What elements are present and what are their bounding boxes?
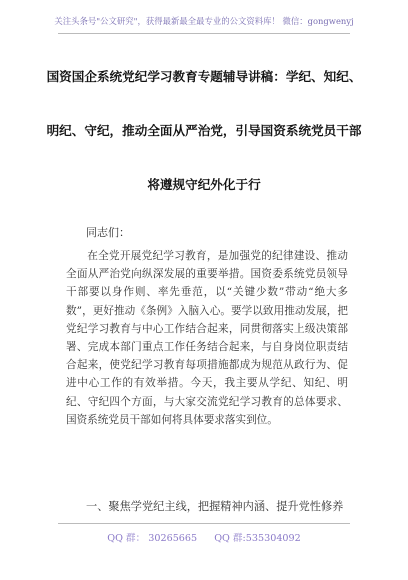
footer-divider — [58, 523, 350, 524]
footer-qq-group-1: QQ 群： 30265665 — [107, 533, 198, 544]
document-title-line-3: 将遵规守纪外化于行 — [147, 177, 261, 192]
salutation: 同志们： — [86, 226, 130, 239]
document-title-line-1: 国资国企系统党纪学习教育专题辅导讲稿：学纪、知纪、 — [46, 69, 362, 84]
section-heading: 一、聚焦学党纪主线，把握精神内涵、提升党性修养 — [86, 500, 344, 513]
footer-qq-group-2: QQ 群:535304092 — [214, 533, 301, 544]
document-title-line-2: 明纪、守纪，推动全面从严治党，引导国资系统党员干部 — [46, 123, 362, 138]
header-note: 关注头条号"公文研究"，获得最新最全最专业的公文资料库！ 微信：gongwenyj — [54, 16, 354, 26]
header-divider — [58, 33, 350, 34]
footer-contact — [0, 530, 408, 544]
body-paragraph: 在全党开展党纪学习教育，是加强党的纪律建设、推动全面从严治党向纵深发展的重要举措。国资委系统党员领导干部要以身作则、率先垂范，以“关键少数”带动“绝大多数”，更好推动《条例》入脑入心。要学以致用推动发展，把党纪学习教育与中心工作结合起来，同贯彻落实上级决策部署、完成本部门重点工作任务结合起来，与自身岗位职责结合起来，使党纪学习教育每项措施都成为规范从政行为、促进中心工作的有效举措。今天，我主要从学纪、知纪、明纪、守纪四个方面，与大家交流党纪学习教育的总体要求、国资系统党员干部如何将具体要求落实到位。 — [66, 250, 348, 426]
